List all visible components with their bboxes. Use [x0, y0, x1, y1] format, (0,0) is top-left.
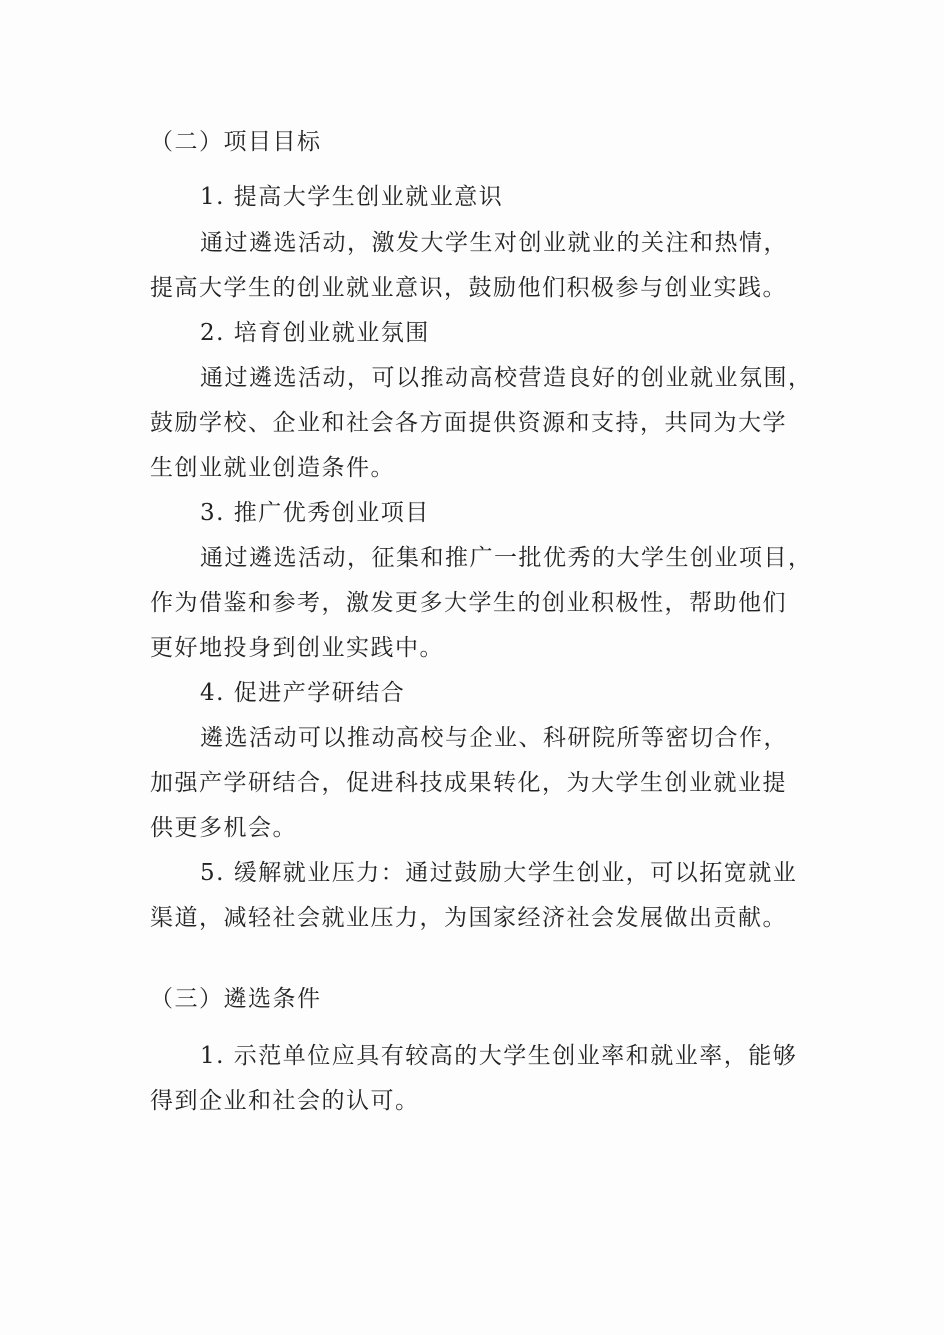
- paragraph-line: 供更多机会。: [150, 815, 297, 841]
- section-heading: （三）遴选条件: [150, 986, 322, 1012]
- paragraph-line: 5. 缓解就业压力：通过鼓励大学生创业，可以拓宽就业: [200, 860, 798, 886]
- item-title: 2. 培育创业就业氛围: [200, 320, 430, 346]
- paragraph-line: 提高大学生的创业就业意识，鼓励他们积极参与创业实践。: [150, 275, 787, 301]
- paragraph-line: 更好地投身到创业实践中。: [150, 635, 444, 661]
- section-heading: （二）项目目标: [150, 129, 322, 155]
- paragraph-line: 加强产学研结合，促进科技成果转化，为大学生创业就业提: [150, 770, 787, 796]
- paragraph-line: 通过遴选活动，激发大学生对创业就业的关注和热情，: [200, 230, 788, 256]
- paragraph-line: 1. 示范单位应具有较高的大学生创业率和就业率，能够: [200, 1043, 798, 1069]
- paragraph-line: 渠道，减轻社会就业压力，为国家经济社会发展做出贡献。: [150, 905, 787, 931]
- paragraph-line: 生创业就业创造条件。: [150, 455, 395, 481]
- paragraph-line: 鼓励学校、企业和社会各方面提供资源和支持，共同为大学: [150, 410, 787, 436]
- item-title: 1. 提高大学生创业就业意识: [200, 184, 504, 210]
- paragraph-line: 通过遴选活动，征集和推广一批优秀的大学生创业项目，: [200, 545, 813, 571]
- paragraph-line: 通过遴选活动，可以推动高校营造良好的创业就业氛围，: [200, 365, 813, 391]
- paragraph-line: 得到企业和社会的认可。: [150, 1088, 420, 1114]
- paragraph-line: 作为借鉴和参考，激发更多大学生的创业积极性，帮助他们: [150, 590, 787, 616]
- paragraph-line: 遴选活动可以推动高校与企业、科研院所等密切合作，: [200, 725, 788, 751]
- item-title: 4. 促进产学研结合: [200, 680, 406, 706]
- item-title: 3. 推广优秀创业项目: [200, 500, 430, 526]
